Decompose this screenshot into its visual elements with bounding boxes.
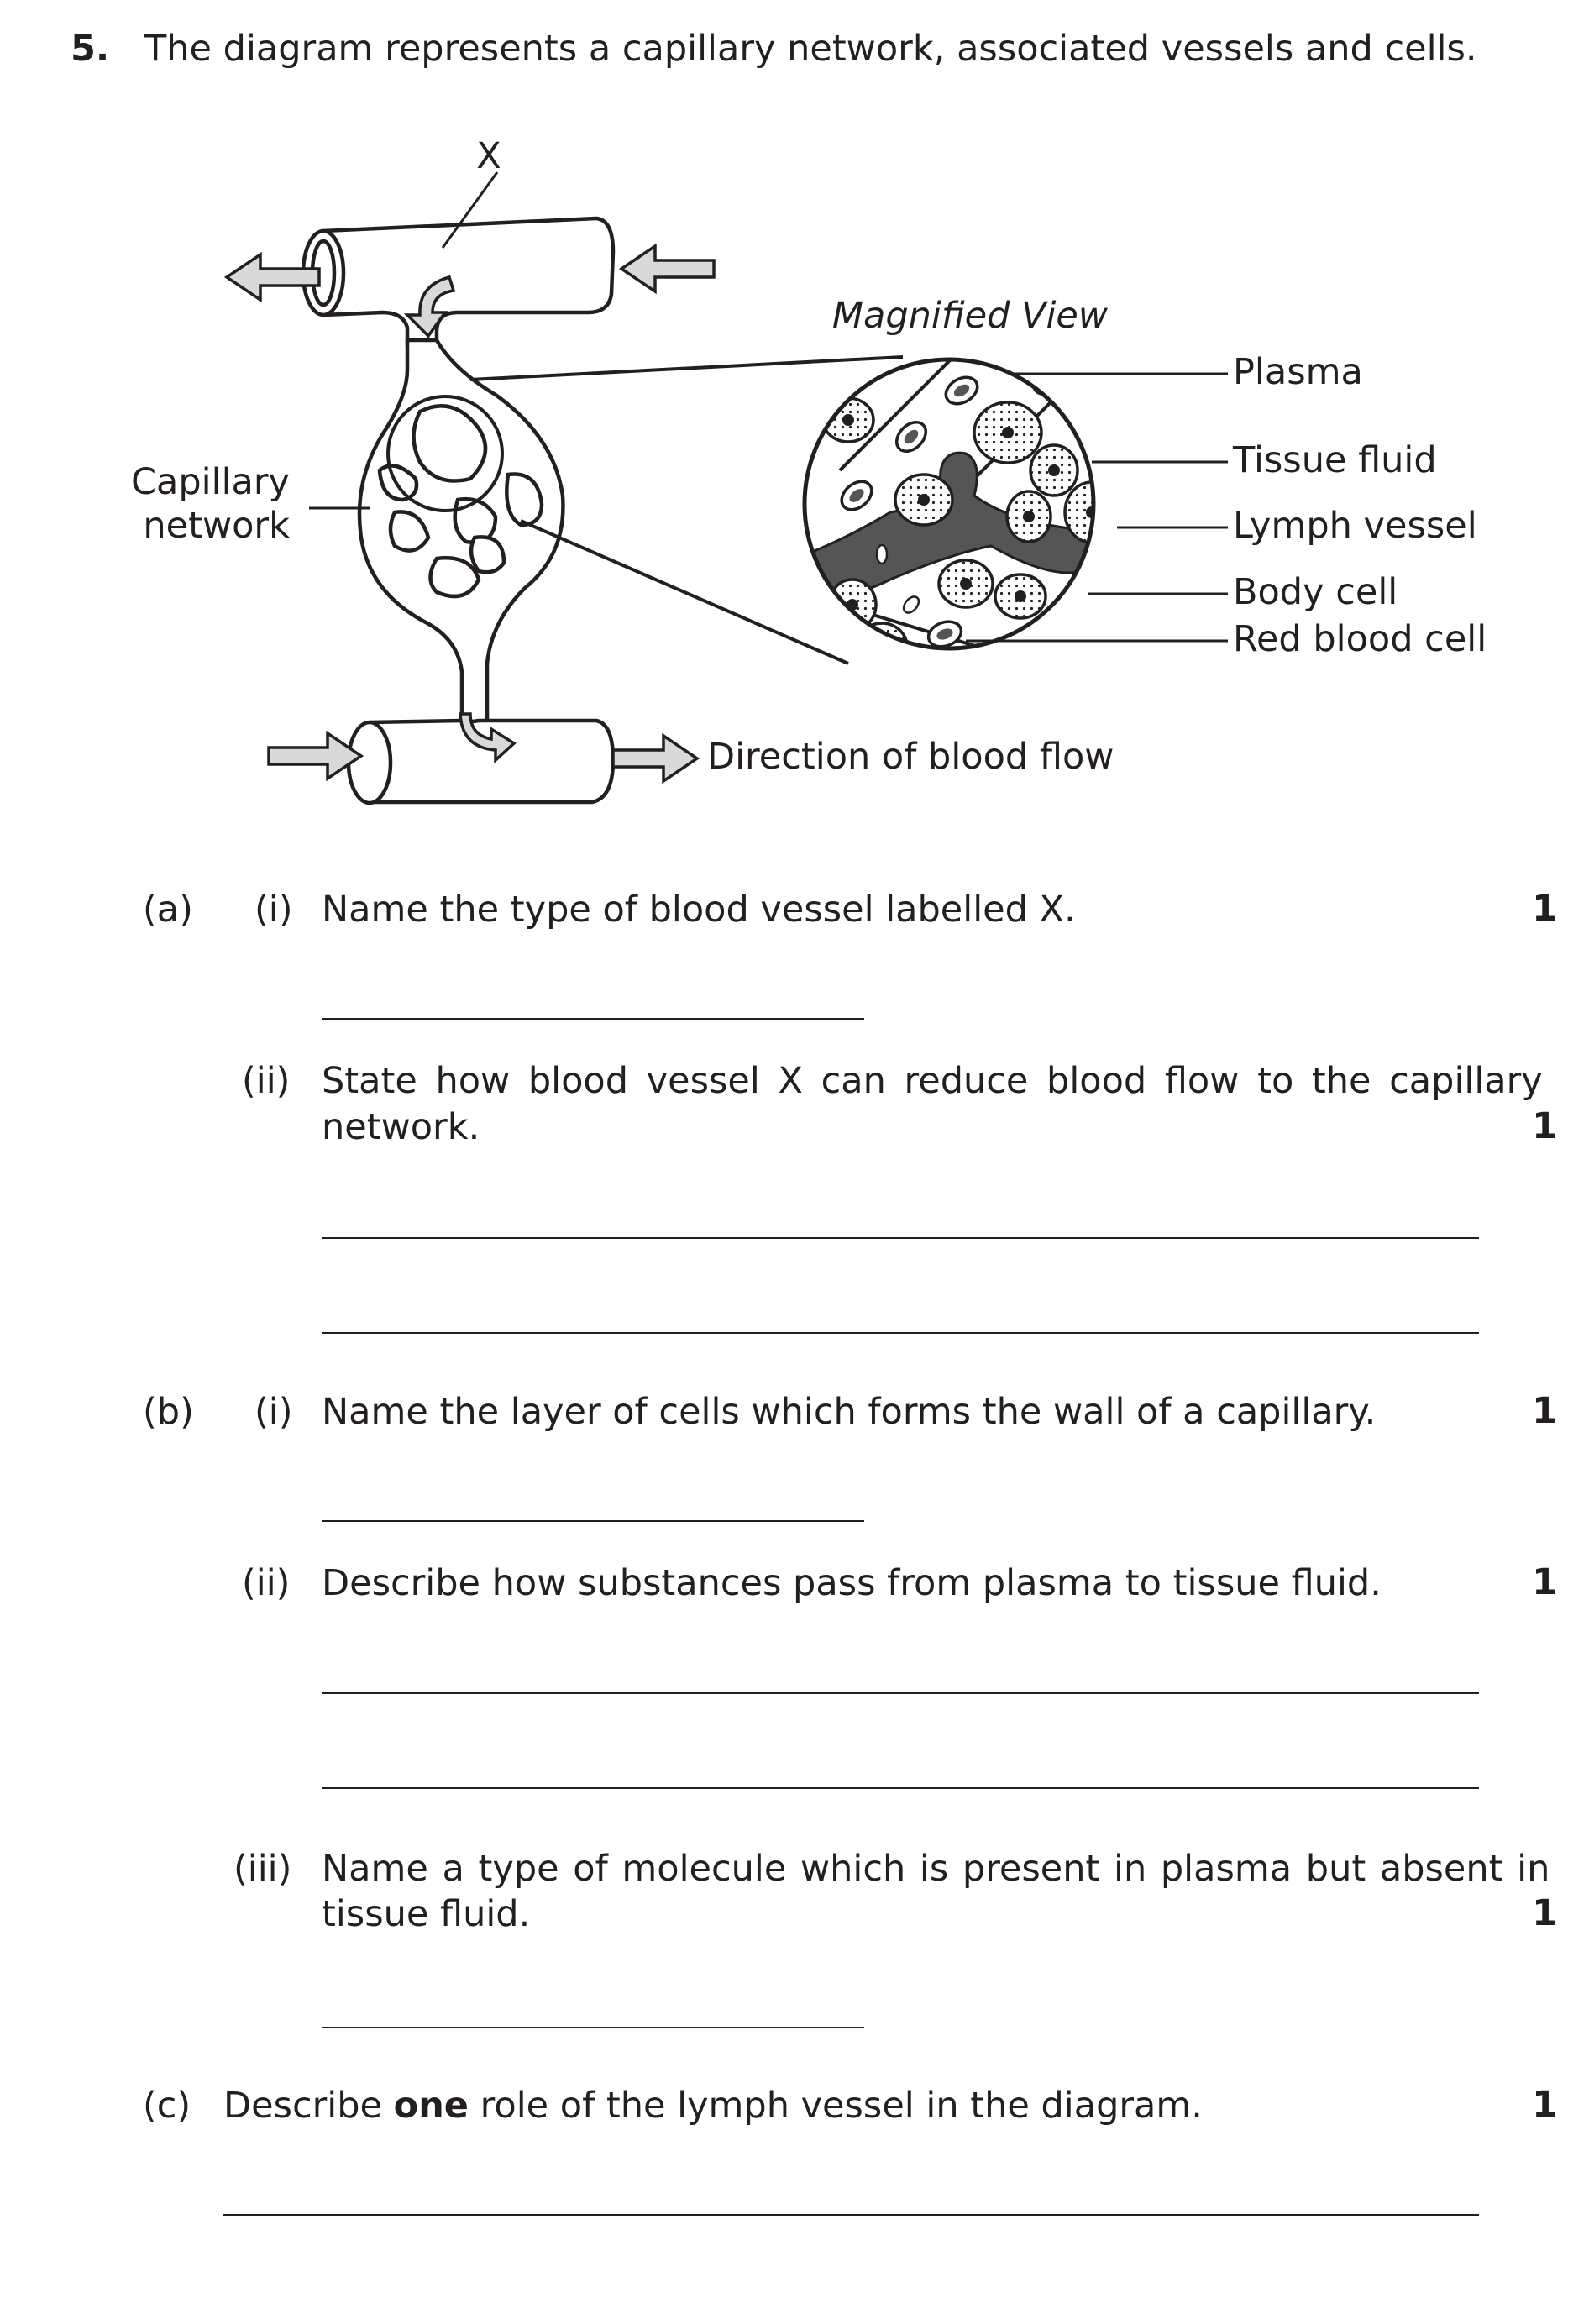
part-a-i-text: Name the type of blood vessel labelled X. [322,889,1076,931]
label-capillary-line2: network [143,505,290,547]
part-c-mark: 1 [1532,2084,1557,2126]
answer-line-c[interactable] [223,2214,1479,2216]
part-c-text-bold: one [393,2085,469,2127]
part-b-iii-label: (iii) [233,1848,292,1890]
part-a-ii-text-line2: network. [322,1106,480,1148]
part-a-i-label: (i) [254,889,293,931]
part-a-ii-mark: 1 [1532,1105,1557,1147]
part-b-i-text: Name the layer of cells which forms the wall of a capillary. [322,1391,1377,1433]
part-c-label: (c) [143,2085,191,2127]
answer-line-b-i[interactable] [322,1520,864,1522]
part-b-ii-mark: 1 [1532,1561,1557,1603]
part-b-iii-mark: 1 [1532,1892,1557,1934]
part-a-ii-text-line1: State how blood vessel X can reduce blood flow to the capillary [322,1060,1543,1102]
part-c-text [223,2084,1203,2129]
question-number: 5. [71,28,110,70]
part-b-i-label: (i) [254,1391,293,1433]
part-b-i-mark: 1 [1532,1390,1557,1432]
part-b-ii-label: (ii) [242,1562,291,1604]
answer-line-b-ii-1[interactable] [322,1692,1479,1694]
part-a-ii-label: (ii) [242,1060,291,1102]
part-c-text-post: role of the lymph vessel in the diagram. [468,2085,1203,2127]
label-body-cell: Body cell [1233,571,1398,613]
part-b-iii-text-line1: Name a type of molecule which is present in plasma but absent in [322,1848,1550,1890]
capillary-network-diagram [0,0,1589,840]
label-magnified-view: Magnified View [831,295,1109,337]
label-plasma: Plasma [1233,351,1363,393]
part-b-ii-text: Describe how substances pass from plasma to tissue fluid. [322,1562,1382,1604]
answer-line-a-i[interactable] [322,1018,864,1020]
answer-line-a-ii-2[interactable] [322,1332,1479,1334]
arrow-out-bottom [613,736,697,781]
label-tissue-fluid: Tissue fluid [1233,439,1437,481]
part-a-label: (a) [143,889,193,931]
part-c-text-pre: Describe [223,2085,394,2127]
part-b-label: (b) [143,1391,194,1433]
label-direction-of-blood-flow: Direction of blood flow [707,736,1114,778]
answer-line-b-iii[interactable] [322,2027,864,2028]
label-capillary-line1: Capillary [131,461,290,503]
arrow-in-top [621,246,714,291]
arteriole-x [303,218,613,344]
venule [349,721,613,803]
label-red-blood-cell: Red blood cell [1233,618,1487,660]
question-stem: The diagram represents a capillary network, associated vessels and cells. [144,28,1477,70]
part-b-iii-text-line2: tissue fluid. [322,1893,531,1935]
label-lymph-vessel: Lymph vessel [1233,505,1477,547]
answer-line-a-ii-1[interactable] [322,1237,1479,1239]
part-a-i-mark: 1 [1532,888,1557,930]
answer-line-b-ii-2[interactable] [322,1787,1479,1789]
label-x: X [476,135,501,177]
